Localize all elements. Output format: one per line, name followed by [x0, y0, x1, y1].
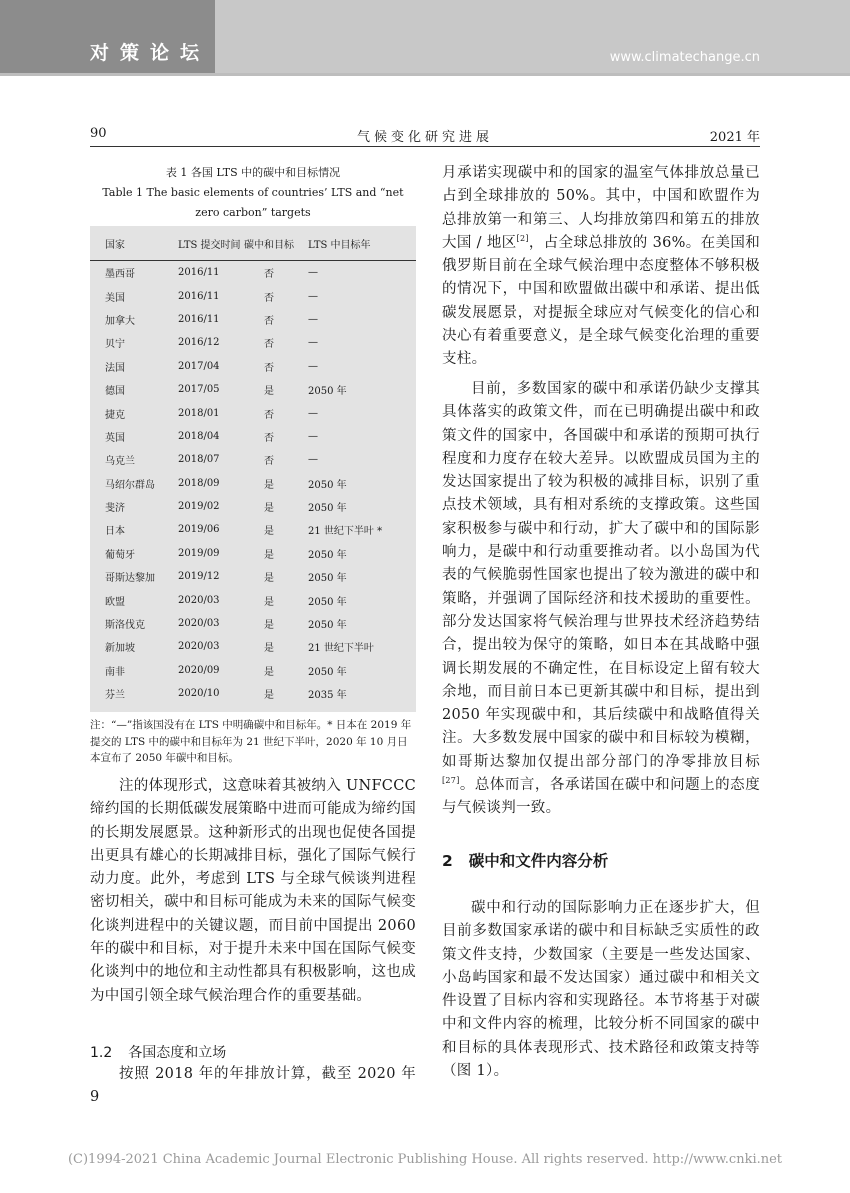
section-title: 碳中和文件内容分析	[468, 852, 609, 870]
cell-submit-date: 2016/11	[178, 267, 220, 279]
cell-country: 南非	[105, 666, 125, 678]
cell-submit-date: 2018/04	[178, 430, 220, 442]
cell-target-year: 21 世纪下半叶 *	[308, 526, 383, 538]
cell-target-year: 2050 年	[308, 666, 347, 678]
section-heading-1-2	[90, 1042, 226, 1062]
lts-table	[90, 226, 416, 705]
cell-neutral-target: 是	[264, 503, 274, 515]
table-row	[90, 542, 416, 565]
cell-target-year: 2050 年	[308, 386, 347, 398]
table-body	[90, 261, 416, 706]
cell-neutral-target: 是	[264, 479, 274, 491]
cell-country: 芬兰	[105, 690, 125, 702]
cell-submit-date: 2019/09	[178, 547, 220, 559]
cell-neutral-target: 否	[264, 409, 274, 421]
right-paragraph-3: 碳中和行动的国际影响力正在逐步扩大，但目前多数国家承诺的碳中和目标缺乏实质性的政策文件支持，少数国家（主要是一些发达国家、小岛屿国家和最不发达国家）通过碳中和相关文件设置了目标内容和实现路径。本节将基于对碳中和文件内容的梳理，比较分析不同国家的碳中和目标的具体表现形式、技术路径和政策支持等（图 1）。	[442, 900, 760, 1080]
issue-year: 2021 年	[709, 130, 760, 145]
cell-country: 贝宁	[105, 339, 125, 351]
cell-neutral-target: 否	[264, 456, 274, 468]
cell-submit-date: 2020/09	[178, 664, 220, 676]
cell-target-year: —	[308, 337, 318, 349]
cell-submit-date: 2018/09	[178, 477, 220, 489]
col-header-target-year: LTS 中目标年	[308, 226, 416, 261]
cell-country: 斐济	[105, 503, 125, 515]
cell-target-year: —	[308, 290, 318, 302]
citation-27[interactable]: [27]	[442, 776, 460, 786]
cell-submit-date: 2016/12	[178, 337, 220, 349]
cell-submit-date: 2020/10	[178, 688, 220, 700]
table-row	[90, 612, 416, 635]
cell-neutral-target: 是	[264, 620, 274, 632]
header-divider	[90, 146, 760, 147]
country-table	[90, 226, 416, 712]
cell-country: 欧盟	[105, 596, 125, 608]
table-row	[90, 261, 416, 285]
cell-country: 葡萄牙	[105, 549, 135, 561]
cell-country: 捷克	[105, 409, 125, 421]
cell-country: 德国	[105, 386, 125, 398]
cell-target-year: 2050 年	[308, 503, 347, 515]
table-caption-cn: 表 1 各国 LTS 中的碳中和目标情况	[165, 166, 341, 179]
cell-neutral-target: 是	[264, 643, 274, 655]
section-heading-2	[442, 849, 608, 871]
cell-neutral-target: 是	[264, 690, 274, 702]
cell-country: 斯洛伐克	[105, 620, 145, 632]
column-label: 对策论坛	[90, 42, 211, 64]
copyright-footer: (C)1994-2021 China Academic Journal Electronic Publishing House. All rights reserved. http://www.cnki.net	[67, 1152, 783, 1167]
cell-country: 墨西哥	[105, 269, 135, 281]
cell-submit-date: 2017/05	[178, 384, 220, 396]
section-number: 1.2	[90, 1045, 113, 1061]
cell-neutral-target: 是	[264, 526, 274, 538]
col-header-neutral-target: 碳中和目标	[244, 226, 308, 261]
cell-submit-date: 2018/07	[178, 454, 220, 466]
col-header-submit-date: LTS 提交时间	[178, 226, 244, 261]
table-row	[90, 635, 416, 658]
cell-submit-date: 2020/03	[178, 641, 220, 653]
cell-submit-date: 2019/06	[178, 524, 220, 536]
table-row	[90, 588, 416, 611]
table-caption	[90, 162, 416, 223]
table-row	[90, 448, 416, 471]
cell-target-year: 21 世纪下半叶	[308, 643, 374, 655]
site-url[interactable]: www.climatechange.cn	[609, 50, 760, 65]
cell-target-year: 2050 年	[308, 479, 347, 491]
table-row	[90, 355, 416, 378]
right-paragraph-1: 月承诺实现碳中和的国家的温室气体排放总量已占到全球排放的 50%。其中，中国和欧盟作为总排放第一和第三、人均排放第四和第五的排放大国 / 地区[2]，占全球总排放的 36%。在美国和俄罗斯目前在全球气候治理中态度整体不够积极的情况下，中国和欧盟做出碳中和承诺、提出低碳发展愿景，对提振全球应对气候变化的信心和决心有着重要意义，是全球气候变化治理的重要支柱。	[442, 165, 761, 368]
cell-neutral-target: 否	[264, 292, 274, 304]
cell-submit-date: 2020/03	[178, 594, 220, 606]
journal-title: 气候变化研究进展	[356, 130, 493, 145]
page-number: 90	[90, 126, 107, 141]
cell-country: 英国	[105, 432, 125, 444]
cell-submit-date: 2019/12	[178, 571, 220, 583]
section-number: 2	[442, 852, 453, 870]
cell-target-year: —	[308, 360, 318, 372]
table-row	[90, 565, 416, 588]
cell-country: 法国	[105, 362, 125, 374]
section-title: 各国态度和立场	[128, 1045, 227, 1061]
table-caption-en: Table 1 The basic elements of countries’ LTS and “net zero carbon” targets	[102, 186, 404, 219]
header-rule	[0, 73, 850, 76]
table-row	[90, 682, 416, 705]
table-note: 注：“—”指该国没有在 LTS 中明确碳中和目标年。* 日本在 2019 年提交的 LTS 中的碳中和目标年为 21 世纪下半叶，2020 年 10 月日本宣布了 2050 年碳中和目标。	[90, 719, 412, 764]
cell-country: 加拿大	[105, 315, 135, 327]
cell-target-year: —	[308, 407, 318, 419]
table-row	[90, 378, 416, 401]
cell-target-year: —	[308, 430, 318, 442]
cell-neutral-target: 否	[264, 269, 274, 281]
cell-submit-date: 2020/03	[178, 618, 220, 630]
cell-target-year: —	[308, 313, 318, 325]
table-row	[90, 284, 416, 307]
cell-target-year: 2050 年	[308, 620, 347, 632]
table-row	[90, 472, 416, 495]
cell-neutral-target: 否	[264, 432, 274, 444]
running-header	[90, 126, 760, 144]
cell-submit-date: 2018/01	[178, 407, 220, 419]
col-header-country: 国家	[90, 226, 178, 261]
table-row	[90, 659, 416, 682]
cell-country: 日本	[105, 526, 125, 538]
cell-target-year: —	[308, 267, 318, 279]
cell-neutral-target: 是	[264, 386, 274, 398]
cell-neutral-target: 是	[264, 549, 274, 561]
cell-country: 乌克兰	[105, 456, 135, 468]
table-row	[90, 308, 416, 331]
table-row	[90, 425, 416, 448]
cell-neutral-target: 是	[264, 666, 274, 678]
cell-country: 新加坡	[105, 643, 135, 655]
cell-target-year: 2050 年	[308, 596, 347, 608]
right-paragraph-2: 目前，多数国家的碳中和承诺仍缺少支撑其具体落实的政策文件，而在已明确提出碳中和政策文件的国家中，各国碳中和承诺的预期可执行程度和力度存在较大差异。以欧盟成员国为主的发达国家提出了较为积极的减排目标，识别了重点技术领域，具有相对系统的支撑政策。这些国家积极参与碳中和行动，扩大了碳中和的国际影响力，是碳中和行动重要推动者。以小岛国为代表的气候脆弱性国家也提出了较为激进的碳中和策略，并强调了国际经济和技术援助的重要性。部分发达国家将气候治理与世界技术经济趋势结合，提出较为保守的策略，如日本在其战略中强调长期发展的不确定性，在目标设定上留有较大余地，而目前日本已更新其碳中和目标，提出到 2050 年实现碳中和，其后续碳中和战略值得关注。大多数发展中国家的碳中和目标较为模糊，如哥斯达黎加仅提出部分部门的净零排放目标[27]。总体而言，各承诺国在碳中和问题上的态度与气候谈判一致。	[442, 381, 760, 817]
left-paragraph-1: 注的体现形式，这意味着其被纳入 UNFCCC 缔约国的长期低碳发展策略中进而可能成为缔约国的长期发展愿景。这种新形式的出现也促使各国提出更具有雄心的长期减排目标，强化了国际气候行动力度。此外，考虑到 LTS 与全球气候谈判进程密切相关，碳中和目标可能成为未来的国际气候变化谈判进程中的关键议题，而目前中国提出 2060 年的碳中和目标，对于提升未来中国在国际气候变化谈判中的地位和主动性都具有积极影响，这也成为中国引领全球气候治理合作的重要基础。	[90, 778, 416, 1004]
cell-neutral-target: 否	[264, 362, 274, 374]
table-row	[90, 401, 416, 424]
cell-target-year: 2035 年	[308, 690, 347, 702]
cell-country: 哥斯达黎加	[105, 573, 155, 585]
table-row	[90, 495, 416, 518]
table-row	[90, 518, 416, 541]
cell-target-year: —	[308, 454, 318, 466]
cell-neutral-target: 否	[264, 315, 274, 327]
cell-submit-date: 2017/04	[178, 360, 220, 372]
left-paragraph-2: 按照 2018 年的年排放计算，截至 2020 年 9	[90, 1066, 416, 1106]
citation-2[interactable]: [2]	[516, 233, 529, 243]
cell-target-year: 2050 年	[308, 549, 347, 561]
cell-submit-date: 2016/11	[178, 290, 220, 302]
cell-submit-date: 2016/11	[178, 313, 220, 325]
cell-submit-date: 2019/02	[178, 501, 220, 513]
cell-target-year: 2050 年	[308, 573, 347, 585]
cell-neutral-target: 否	[264, 339, 274, 351]
table-header-row	[90, 226, 416, 261]
cell-country: 美国	[105, 292, 125, 304]
cell-neutral-target: 是	[264, 573, 274, 585]
table-row	[90, 331, 416, 354]
cell-neutral-target: 是	[264, 596, 274, 608]
cell-country: 马绍尔群岛	[105, 479, 155, 491]
